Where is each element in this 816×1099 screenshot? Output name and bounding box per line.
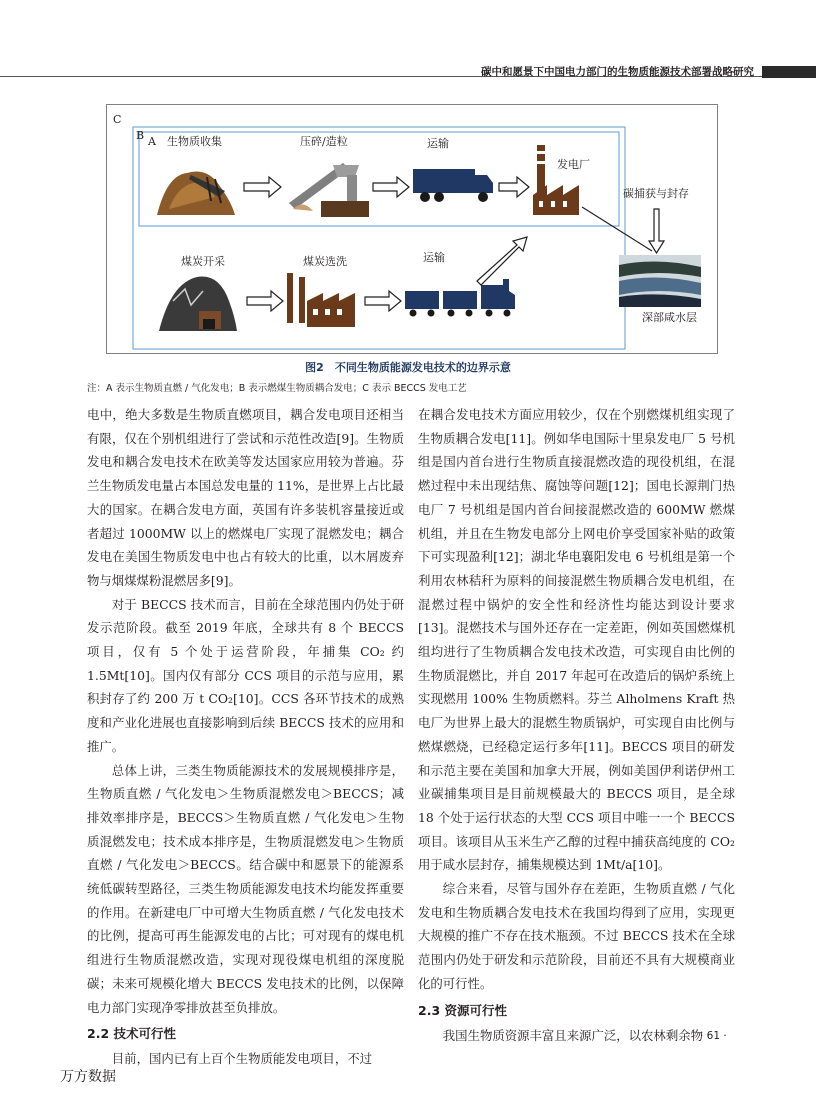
biomass-pile-icon: [157, 172, 235, 216]
label-biomass-collect: 生物质收集: [167, 135, 222, 148]
paragraph: 目前，国内已有上百个生物质能发电项目，不过: [111, 1051, 372, 1067]
section-heading-2-3: 2.3 资源可行性: [418, 1002, 507, 1018]
figure-diagram: [107, 105, 717, 353]
label-coal-washing: 煤炭选洗: [303, 255, 347, 268]
figure-2: [106, 104, 718, 354]
ccs-connector: [582, 207, 652, 251]
label-power-plant: 发电厂: [557, 158, 590, 171]
paragraph: 总体上讲，三类生物质能源技术的发展规模排序是，生物质直燃 / 气化发电＞生物质混燃发电＞BECCS；减排效率排序是，BECCS＞生物质直燃 / 气化发电＞生物质混燃发电；技术成本排序是，生物质混燃发电＞生物质直燃 / 气化发电＞BECCS。结合碳中和愿景下的能源系统低碳转型路径，三类生物质能源发电技术均能发挥重要的作用。在新建电厂中可增大生物质直燃 / 气化发电技术的比例，提高可再生能源发电的占比；可对现有的煤电机组进行生物质混燃改造，实现对现役煤电机组的深度脱碳；未来可规模化增大 BECCS 发电技术的比例，以保障电力部门实现净零排放甚至负排放。: [87, 762, 404, 1015]
label-transport-top: 运输: [427, 137, 449, 150]
paragraph: 对于 BECCS 技术而言，目前在全球范围内仍处于研发示范阶段。截至 2019 年底，全球共有 8 个 BECCS 项目，仅有 5 个处于运营阶段，年捕集 CO₂ 约 1.5Mt[10]。国内仅有部分 CCS 项目的示范与应用，累积封存了约 200 万 t CO₂[10]。CCS 各环节技术的成熟度和产业化进展也直接影响到后续 BECCS 技术的应用和推广。: [87, 596, 404, 754]
coal-washing-plant-icon: [287, 273, 355, 327]
crusher-icon: [289, 163, 369, 217]
coal-mine-icon: [159, 277, 237, 332]
saline-aquifer-icon: [619, 255, 701, 307]
page-number: · 61 ·: [700, 1030, 727, 1042]
label-coal-mining: 煤炭开采: [181, 255, 225, 268]
figure-caption: 图2 不同生物质能源发电技术的边界示意: [305, 361, 511, 374]
box-label-c: C: [113, 113, 122, 126]
arrow-icon: [247, 291, 283, 311]
right-column: [418, 403, 735, 1047]
left-column: [87, 403, 404, 1071]
up-arrow-icon: [477, 237, 527, 285]
truck-icon: [413, 169, 493, 202]
power-plant-icon: [533, 145, 579, 215]
arrow-icon: [373, 177, 409, 197]
section-heading-2-2: 2.2 技术可行性: [87, 1026, 176, 1042]
figure-note: 注：A 表示生物质直燃 / 气化发电；B 表示燃煤生物质耦合发电；C 表示 BECCS 发电工艺: [87, 383, 467, 394]
paragraph: 电中，绝大多数是生物质直燃项目，耦合发电项目还相当有限，仅在个别机组进行了尝试和示范性改造[9]。生物质发电和耦合发电技术在欧美等发达国家应用较为普遍。芬兰生物质发电量占本国总发电量的 11%，是世界上占比最大的国家。在耦合发电方面，英国有许多装机容量接近或者超过 1000MW 以上的燃煤电厂实现了混燃发电；耦合发电在美国生物质发电中也占有较大的比重，以木屑废弃物与烟煤煤粉混燃居多[9]。: [87, 407, 404, 588]
arrow-icon: [499, 177, 529, 197]
watermark: 万方数据: [60, 1069, 116, 1085]
running-header: 碳中和愿景下中国电力部门的生物质能源技术部署战略研究: [481, 66, 754, 78]
label-crush: 压碎/造粒: [300, 135, 348, 148]
paragraph: 在耦合发电技术方面应用较少，仅在个别燃煤机组实现了生物质耦合发电[11]。例如华电国际十里泉发电厂 5 号机组是国内首台进行生物质直接混燃改造的现役机组，在混燃过程中未出现结焦、腐蚀等问题[12]；国电长源荆门热电厂 7 号机组是国内首台间接混燃改造的 600MW 燃煤机组，并且在生物发电部分上网电价享受国家补贴的政策下可实现盈利[12]；湖北华电襄阳发电 6 号机组是第一个利用农林秸秆为原料的间接混燃生物质耦合发电机组，在混燃过程中锅炉的安全性和经济性均能达到设计要求[13]。混燃技术与国外还存在一定差距，例如英国燃煤机组均进行了生物质耦合发电技术改造，可实现自由比例的生物质混燃比，并自 2017 年起可在改造后的锅炉系统上实现燃用 100% 生物质燃料。芬兰 Alholmens Kraft 热电厂为世界上最大的混燃生物质锅炉，可实现自由比例与燃煤燃烧，已经稳定运行多年[11]。BECCS 项目的研发和示范主要在美国和加拿大开展，例如美国伊利诺伊州工业碳捕集项目是目前规模最大的 BECCS 项目，是全球 18 个处于运行状态的大型 CCS 项目中唯一一个 BECCS 项目。该项目从玉米生产乙醇的过程中捕获高纯度的 CO₂ 用于咸水层封存，捕集规模达到 1Mt/a[10]。: [418, 407, 735, 873]
label-ccs: 碳捕获与封存: [623, 187, 689, 200]
arrow-icon: [244, 177, 281, 197]
label-saline: 深部咸水层: [642, 311, 697, 324]
arrow-icon: [365, 291, 401, 311]
train-icon: [405, 279, 515, 317]
box-label-b: B: [136, 129, 145, 142]
label-transport-bottom: 运输: [423, 251, 445, 264]
paragraph: 综合来看，尽管与国外存在差距，生物质直燃 / 气化发电和生物质耦合发电技术在我国均得到了应用，实现更大规模的推广不存在技术瓶颈。不过 BECCS 技术在全球范围内仍处于研发和示范阶段，目前还不具有大规模商业化的可行性。: [418, 881, 735, 991]
down-arrow-icon: [649, 209, 664, 253]
paragraph: 我国生物质资源丰富且来源广泛，以农林剩余物: [442, 1027, 703, 1043]
header-bar: [762, 66, 816, 78]
box-label-a: A: [148, 135, 156, 148]
